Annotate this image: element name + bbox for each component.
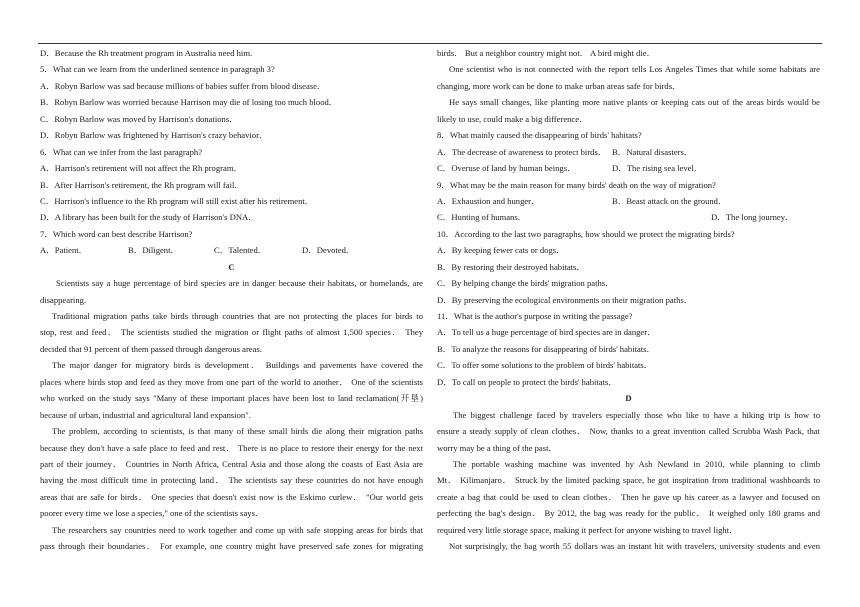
text-line: perfecting the bag's design． By 2012, the bag was ready for the public． It weighed only 180 grams and	[437, 509, 820, 519]
text-line: Traditional migration paths take birds through countries that are not protecting the places for birds to	[52, 312, 423, 321]
text-line: pass through their boundaries． For example, one country might have preserved safe zones for migrating	[40, 542, 423, 552]
option-row	[40, 246, 423, 262]
option-row	[437, 164, 820, 180]
text-line: Scientists say a huge percentage of bird species are in danger because their habitats, or homelands, are	[56, 279, 423, 289]
text-line: 10．According to the last two paragraphs, how should we protect the migrating birds?	[437, 229, 735, 239]
text-line: likely to use, could make a big difference．	[437, 114, 588, 124]
text-line: C．Robyn Barlow was moved by Harrison's donations．	[40, 114, 238, 124]
text-line: changing, more work can be done to make urban areas safe for birds．	[437, 81, 681, 91]
text-line: 6．What can we infer from the last paragraph?	[40, 147, 203, 157]
section-heading: D	[625, 394, 632, 404]
text-line: places where birds stop and feed as they move from one part of the world to another． One of the scientists	[40, 377, 423, 387]
text-line: 5．What can we learn from the underlined sentence in paragraph 3?	[40, 65, 275, 75]
text-line: A．Robyn Barlow was sad because millions of babies suffer from blood disease．	[40, 81, 326, 91]
option: B．Diligent．	[128, 246, 180, 256]
section-heading: C	[228, 262, 235, 272]
text-line: D．Robyn Barlow was frightened by Harrison's crazy behavior．	[40, 131, 268, 141]
text-line: 7．Which word can best describe Harrison?	[40, 229, 193, 239]
text-line: because they don't have a safe place to feed and rest． There is no place to restore their energy for the next	[40, 443, 423, 453]
text-line: The researchers say countries need to work together and come up with safe stopping areas for birds that	[52, 525, 423, 535]
text-line: D．A library has been built for the study of Harrison's DNA．	[40, 213, 257, 223]
text-line: The portable washing machine was invented by Ash Newland in 2010, while planning to climb	[453, 459, 820, 469]
option: B．Natural disasters．	[612, 147, 693, 157]
text-line: B．By restoring their destroyed habitats．	[437, 262, 585, 272]
text-line: 9．What may be the main reason for many birds' death on the way of migration?	[437, 180, 716, 190]
text-line: The problem, according to scientists, is that many of these small birds die along their migration paths	[52, 427, 423, 437]
text-line: part of their journey． Countries in North Africa, Central Asia and those along the coasts of East Asia are	[40, 459, 423, 469]
text-line: B．To analyze the reasons for disappearing of birds' habitats．	[437, 344, 656, 354]
text-line: required very little storage space, making it perfect for anyone wishing to travel light．	[437, 525, 738, 535]
option: A．Exhaustion and hunger．	[437, 196, 540, 206]
text-line: ensure a steady supply of clean clothes． Now, thanks to a great invention called Scrubba Wash Pack, that	[437, 427, 820, 437]
text-line: worry may be a thing of the past．	[437, 443, 558, 453]
option: D．The long journey．	[711, 213, 794, 223]
option: B．Beast attack on the ground．	[612, 196, 727, 206]
text-line: D．To call on people to protect the birds' habitats．	[437, 377, 617, 387]
text-line: 8．What mainly caused the disappearing of birds' habitats?	[437, 131, 642, 141]
text-line: Not surprisingly, the bag worth 55 dollars was an instant hit with travelers, university students and even	[449, 542, 820, 552]
option-row	[437, 148, 820, 164]
text-line: A．Harrison's retirement will not affect the Rh program．	[40, 164, 243, 174]
text-line: 11．What is the author's purpose in writing the passage?	[437, 312, 633, 321]
text-line: create a bag that could be used to clean clothes． Then he gave up his career as a lawyer and focused on	[437, 492, 820, 502]
text-line: D．By preserving the ecological environments on their migration paths．	[437, 295, 693, 305]
option-row	[437, 213, 820, 229]
left-column	[40, 49, 423, 559]
text-line: The major danger for migratory birds is development． Buildings and pavements have covered the	[52, 361, 423, 371]
option: A．The decrease of awareness to protect birds．	[437, 147, 607, 157]
option: D．Devoted．	[302, 246, 355, 256]
text-line: C．By helping change the birds' migration paths．	[437, 279, 614, 289]
option: A．Patient．	[40, 246, 88, 256]
text-line: who worked on the study says "Many of these important places have been lost to land reclamation(开垦)	[40, 394, 423, 404]
text-line: The biggest challenge faced by travelers especially those who like to have a hiking trip is how to	[453, 410, 820, 420]
option: D．The rising sea level．	[612, 164, 703, 174]
header-rule	[38, 43, 822, 44]
text-line: because of urban, industrial and agricultural land expansion".	[40, 410, 251, 420]
text-line: Mt． Kilimanjaro． Struck by the limited packing space, he got inspiration from traditional washboards to	[437, 476, 820, 486]
option: C．Talented．	[214, 246, 267, 256]
text-line: He says small changes, like planting more native plants or keeping cats out of the areas birds would be	[449, 98, 820, 108]
option: C．Overuse of land by human beings．	[437, 164, 576, 174]
text-line: D．Because the Rh treatment program in Australia need him.	[40, 49, 253, 58]
right-column	[437, 49, 820, 559]
text-line: B．Robyn Barlow was worried because Harrison may die of losing too much blood．	[40, 98, 338, 108]
text-line: One scientist who is not connected with the report tells Los Angeles Times that while some habitats are	[449, 65, 820, 75]
text-line: poorer every time we lose a species," one of the scientists says．	[40, 509, 264, 519]
text-line: A．To tell us a huge percentage of bird species are in danger．	[437, 328, 656, 338]
text-line: having the most difficult time in protecting land． The scientists say these countries do not have enough	[40, 476, 423, 486]
text-line: areas that are safe for birds． One species that doesn't exist now is the Eskimo curlew． "Our world gets	[40, 492, 423, 502]
text-line: B．After Harrison's retirement, the Rh program will fail．	[40, 180, 243, 190]
option-row	[437, 197, 820, 213]
text-line: stop, rest and feed． The scientists studied the migration or flight paths of almost 1,500 species． They	[40, 328, 423, 338]
text-line: disappearing.	[40, 295, 87, 305]
text-line: A．By keeping fewer cats or dogs．	[437, 246, 565, 256]
text-line: C．To offer some solutions to the problem of birds' habitats．	[437, 361, 653, 371]
text-line: birds． But a neighbor country might not． A bird might die．	[437, 49, 656, 58]
text-line: C．Harrison's influence to the Rh program will still exist after his retirement．	[40, 196, 314, 206]
option: C．Hunting of humans．	[437, 213, 527, 223]
text-line: decided that 91 percent of them passed through dangerous areas.	[40, 344, 262, 354]
